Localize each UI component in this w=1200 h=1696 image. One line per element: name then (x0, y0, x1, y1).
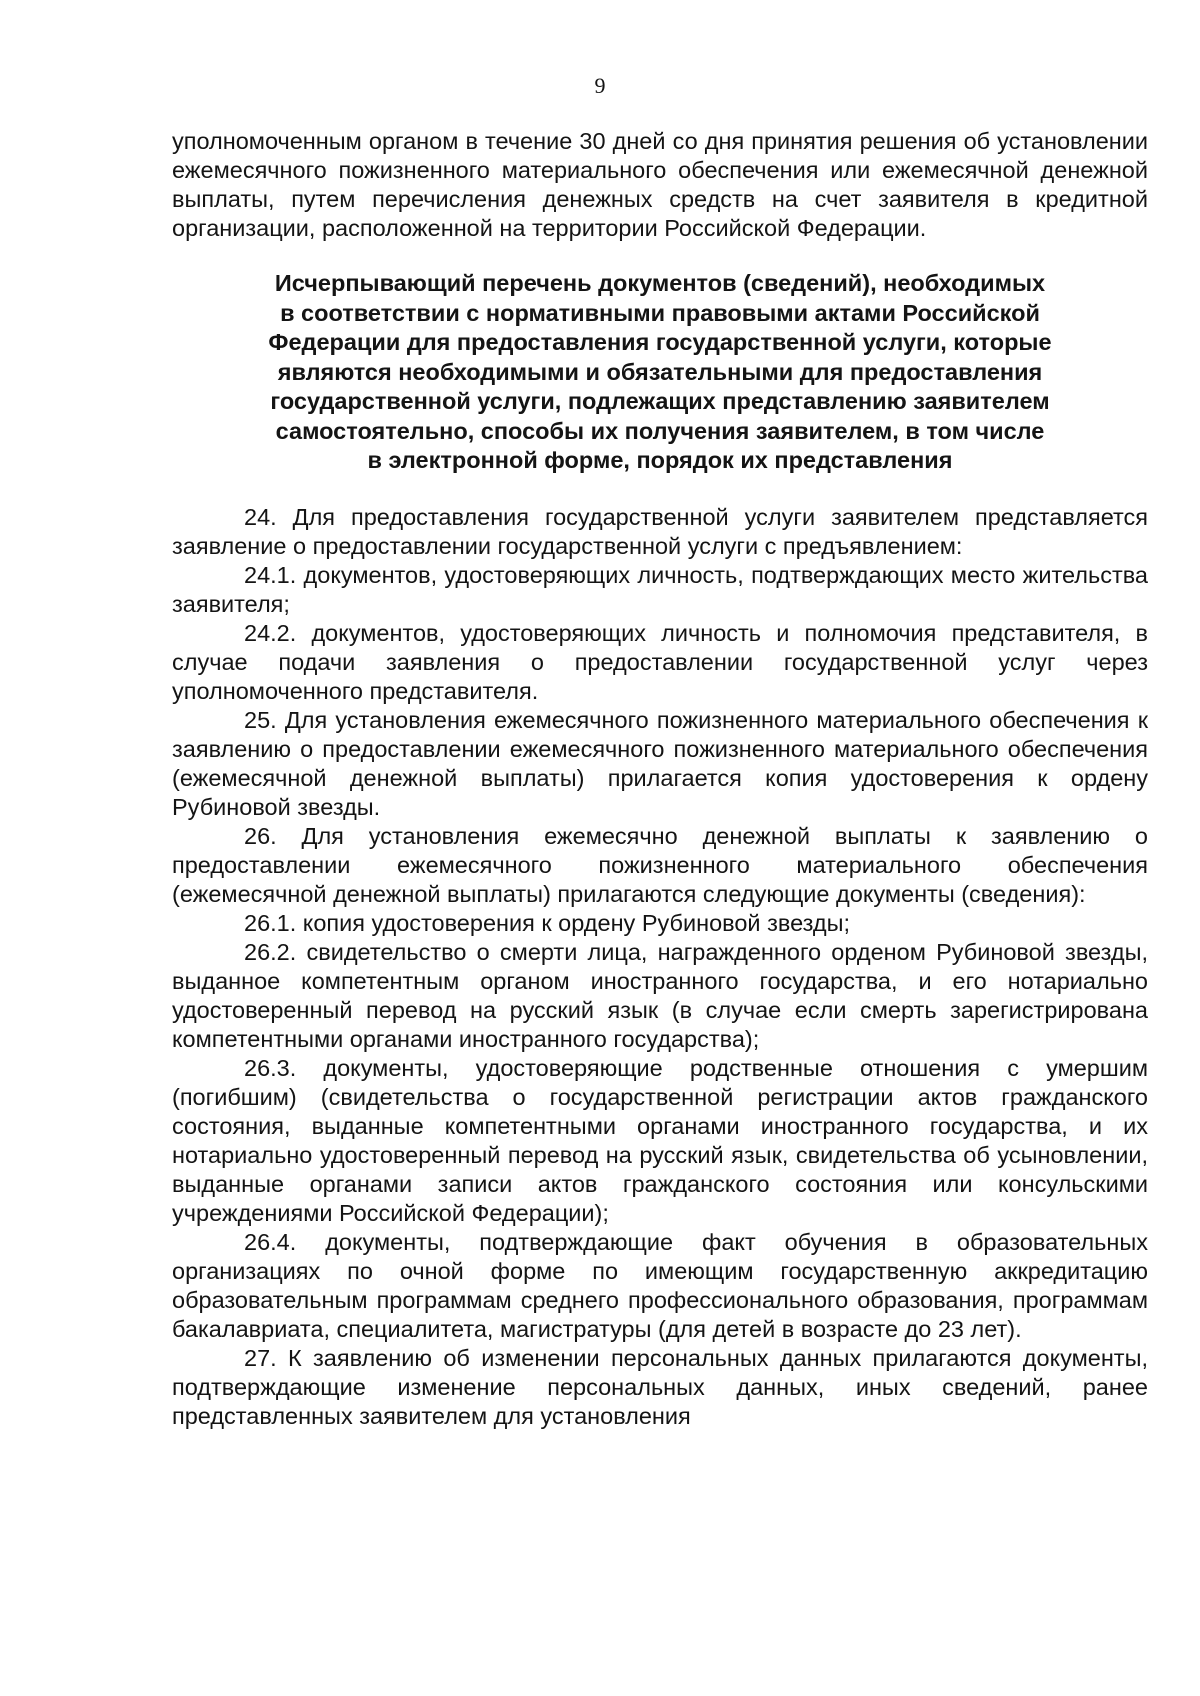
paragraph-24: 24. Для предоставления государственной услуги заявителем представляется заявление о предоставлении государственной услуги с предъявлением: (172, 503, 1148, 559)
paragraph-27: 27. К заявлению об изменении персональных данных прилагаются документы, подтверждающие изменение персональных данных, иных сведений, ранее представленных заявителем для установления (172, 1344, 1148, 1429)
section-heading-line: в электронной форме, порядок их представления (367, 447, 953, 473)
paragraph-25: 25. Для установления ежемесячного пожизненного материального обеспечения к заявлению о предоставлении ежемесячного пожизненного материального обеспечения (ежемесячной денежной выплаты) прилагается копия удостоверения к ордену Рубиновой звезды. (172, 706, 1148, 820)
section-heading-line: самостоятельно, способы их получения заявителем, в том числе (275, 417, 1045, 444)
document-body (172, 127, 1148, 1431)
intro-paragraph: уполномоченным органом в течение 30 дней со дня принятия решения об установлении ежемесячного пожизненного материального обеспечения или ежемесячной денежной выплаты, путем перечисления денежных средств на счет заявителя в кредитной организации, расположенной на территории Российской Федерации. (172, 128, 1148, 241)
section-heading-line: государственной услуги, подлежащих представлению заявителем (270, 388, 1050, 414)
section-heading (172, 269, 1148, 476)
paragraph-24-1: 24.1. документов, удостоверяющих личность, подтверждающих место жительства заявителя; (172, 561, 1148, 617)
paragraph-24-2: 24.2. документов, удостоверяющих личность и полномочия представителя, в случае подачи заявления о предоставлении государственной услуг через уполномоченного представителя. (172, 619, 1148, 704)
section-heading-line: в соответствии с нормативными правовыми актами Российской (280, 299, 1040, 326)
paragraph-26-3: 26.3. документы, удостоверяющие родственные отношения с умершим (погибшим) (свидетельства о государственной регистрации актов гражданского состояния, выданные компетентными органами иностранного государства, и их нотариально удостоверенный перевод на русский язык, свидетельства об усыновлении, выданные органами записи актов гражданского состояния или консульскими учреждениями Российской Федерации); (172, 1054, 1148, 1226)
page-number: 9 (594, 73, 606, 98)
section-heading-line: являются необходимыми и обязательными для предоставления (277, 358, 1043, 385)
paragraph-26-2: 26.2. свидетельство о смерти лица, награжденного орденом Рубиновой звезды, выданное компетентным органом иностранного государства, и его нотариально удостоверенный перевод на русский язык (в случае если смерть зарегистрирована компетентными органами иностранного государства); (172, 938, 1148, 1052)
section-heading-line: Исчерпывающий перечень документов (сведений), необходимых (274, 270, 1046, 296)
paragraph-26-4: 26.4. документы, подтверждающие факт обучения в образовательных организациях по очной форме по имеющим государственную аккредитацию образовательным программам среднего профессионального образования, программам бакалавриата, специалитета, магистратуры (для детей в возрасте до 23 лет). (172, 1228, 1148, 1342)
paragraph-26: 26. Для установления ежемесячно денежной выплаты к заявлению о предоставлении ежемесячного пожизненного материального обеспечения (ежемесячной денежной выплаты) прилагаются следующие документы (сведения): (172, 822, 1148, 907)
section-heading-line: Федерации для предоставления государственной услуги, которые (268, 329, 1052, 355)
paragraph-26-1: 26.1. копия удостоверения к ордену Рубиновой звезды; (244, 909, 851, 936)
